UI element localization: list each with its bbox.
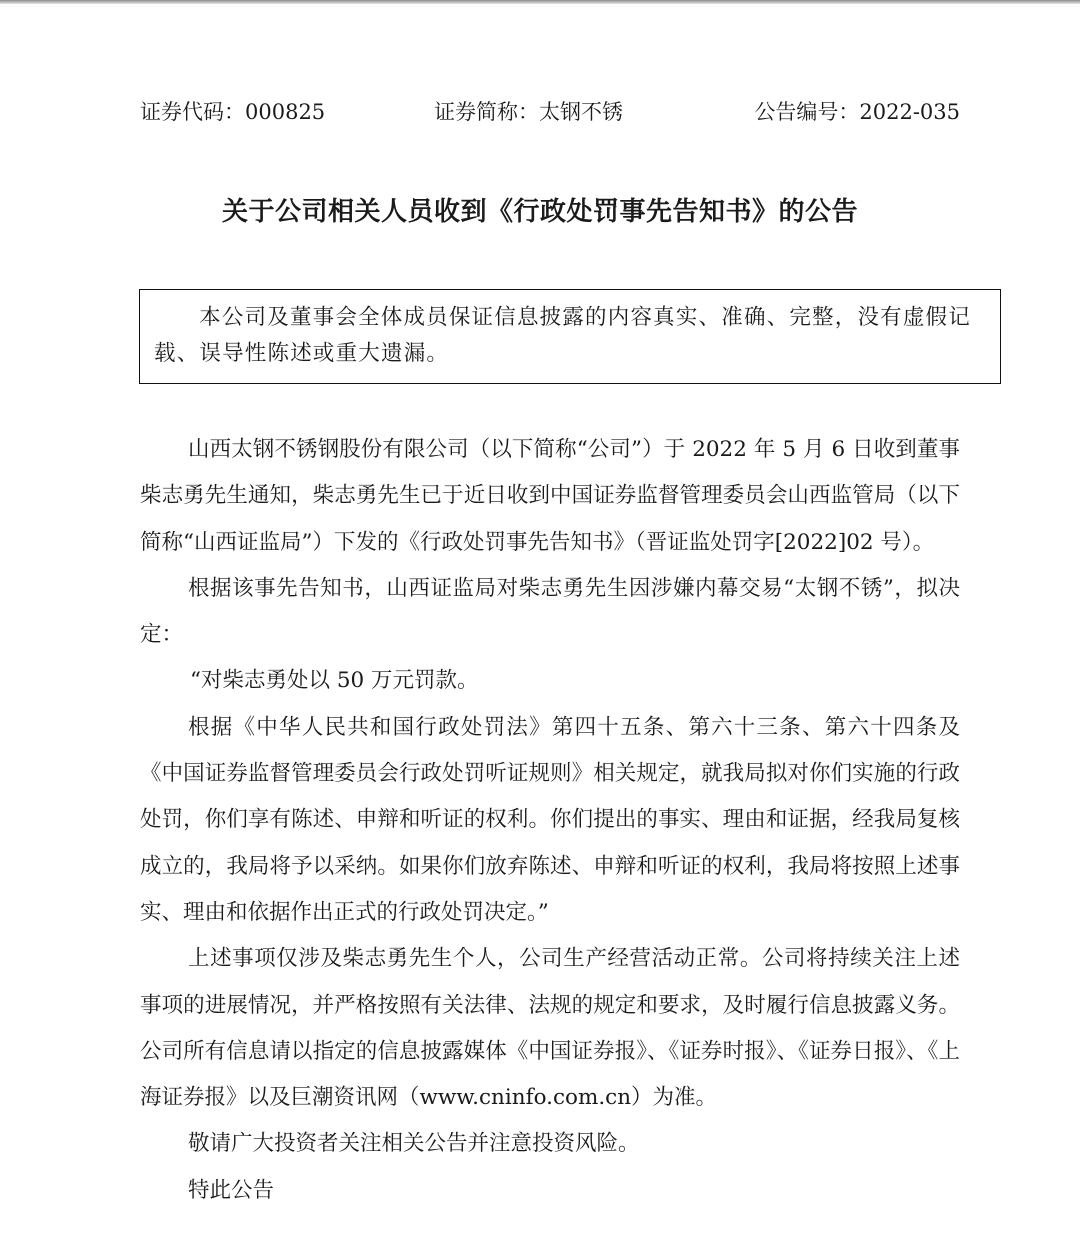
announcement-body (140, 427, 960, 1214)
paragraph-penalty-quote: “对柴志勇处以 50 万元罚款。 (190, 668, 479, 694)
page-title: 关于公司相关人员收到《行政处罚事先告知书》的公告 (221, 197, 858, 227)
announcement-header (140, 96, 960, 128)
page-top-border (0, 0, 1080, 4)
announcement-number: 公告编号：2022-035 (754, 100, 960, 124)
stock-code: 证券代码：000825 (140, 100, 326, 124)
paragraph-notice-received: 山西太钢不锈钢股份有限公司（以下简称“公司”）于 2022 年 5 月 6 日收到董事柴志勇先生通知，柴志勇先生已于近日收到中国证券监督管理委员会山西监管局（以下简称“山西证监局”）下发的《行政处罚事先告知书》（晋证监处罚字[2022]02 号）。 (140, 437, 960, 555)
paragraph-closing: 特此公告 (188, 1177, 275, 1203)
paragraph-proposed-decision: 根据该事先告知书，山西证监局对柴志勇先生因涉嫌内幕交易“太钢不锈”，拟决定： (140, 575, 960, 648)
paragraph-risk-warning: 敬请广大投资者关注相关公告并注意投资风险。 (188, 1131, 640, 1157)
stock-short-name: 证券简称：太钢不锈 (434, 100, 623, 124)
paragraph-legal-basis: 根据《中华人民共和国行政处罚法》第四十五条、第六十三条、第六十四条及《中国证券监督管理委员会行政处罚听证规则》相关规定，就我局拟对你们实施的行政处罚，你们享有陈述、申辩和听证的权利。你们提出的事实、理由和证据，经我局复核成立的，我局将予以采纳。如果你们放弃陈述、申辩和听证的权利，我局将按照上述事实、理由和依据作出正式的行政处罚决定。” (140, 714, 960, 925)
board-statement-text: 本公司及董事会全体成员保证信息披露的内容真实、准确、完整，没有虚假记载、误导性陈述或重大遗漏。 (154, 305, 971, 366)
board-statement-box (139, 289, 1001, 384)
paragraph-company-impact: 上述事项仅涉及柴志勇先生个人，公司生产经营活动正常。公司将持续关注上述事项的进展情况，并严格按照有关法律、法规的规定和要求，及时履行信息披露义务。公司所有信息请以指定的信息披露媒体《中国证券报》、《证券时报》、《证券日报》、《上海证券报》以及巨潮资讯网（www.cninfo.com.cn）为准。 (140, 946, 960, 1111)
